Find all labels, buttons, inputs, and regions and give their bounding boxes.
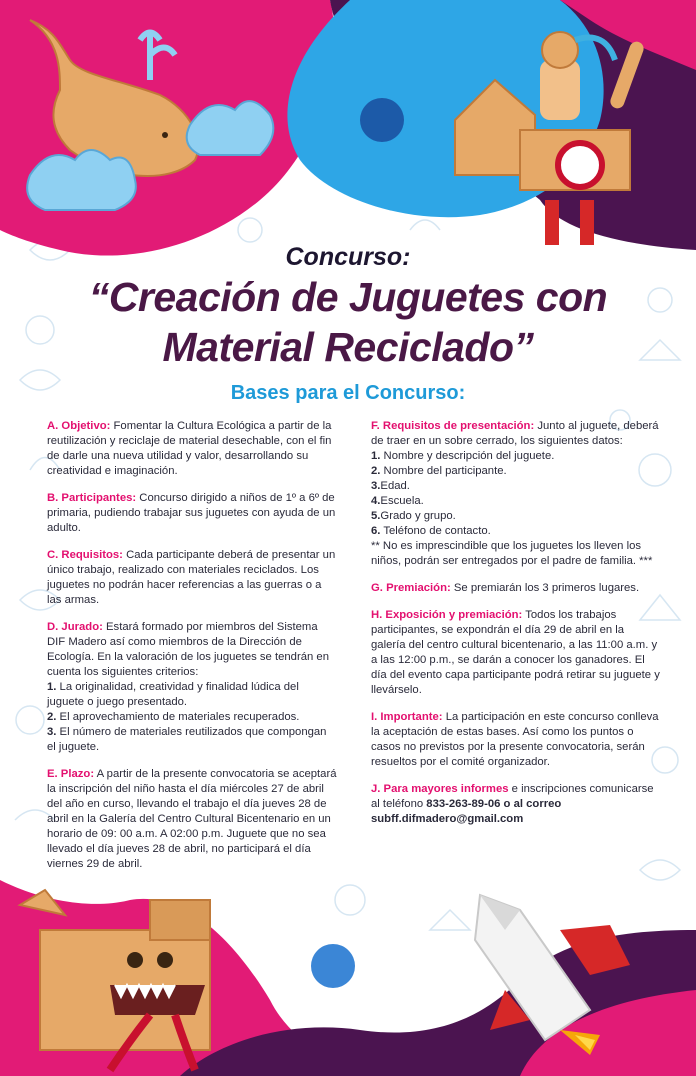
note-text: ** No es imprescindible que los juguetes los lleven los niños, podrán ser entregados por el padre de familia. ***: [371, 540, 653, 567]
item-text: El aprovechamiento de materiales recuperados.: [56, 711, 300, 723]
blue-dot-top: [360, 98, 404, 142]
section-objetivo: [47, 419, 337, 479]
section-text: Estará formado por miembros del Sistema DIF Madero así como miembros de la Dirección de Ecología. En la valoración de los juguetes se tendrán en cuenta los siguientes criterios:: [47, 621, 329, 678]
right-column: [371, 419, 661, 839]
section-text: La participación en este concurso conlleva la aceptación de estas bases. Así como los puntos o casos no previstos por la presente convocatoria, serán resueltos por el comité organizador.: [371, 711, 659, 768]
section-text: Cada participante deberá de presentar un único trabajo, realizado con materiales reciclados. Los juguetes no podrán hacer referencias a las guerras o a las armas.: [47, 549, 336, 606]
list-item: [47, 710, 337, 725]
list-item: [47, 680, 337, 710]
item-text: Escuela.: [380, 495, 424, 507]
section-text: Todos los trabajos participantes, se expondrán el día 29 de abril en la galería del centro cultural bicentenario, a las 11:00 a.m. y a las 12:00 p.m., se darán a conocer los ganadores. El día del evento capa participante podrá retirar su juguete y llevárselo.: [371, 609, 660, 696]
section-text: A partir de la presente convocatoria se aceptará la inscripción del niño hasta el día miércoles 27 de abril del año en curso, llevando el trabajo el día jueves 28 de abril en la Galería del Centro Cultural Bicentenario en un horario de 09: 00 a.m. A 02:00 p.m. Juguete que no sea llevado el día jueves 28 de abril, no participará el día viernes 29 de abril.: [47, 768, 337, 870]
list-item: [371, 494, 661, 509]
list-item: [371, 524, 661, 539]
section-requisitos-presentacion: [371, 419, 661, 569]
section-importante: [371, 710, 661, 770]
section-heading: C. Requisitos:: [47, 549, 123, 561]
page-title: [0, 272, 696, 372]
section-jurado: [47, 620, 337, 755]
item-number: 5.: [371, 510, 381, 522]
list-item: [371, 509, 661, 524]
title-line-1: “Creación de Juguetes con: [88, 274, 608, 320]
left-column: [47, 419, 337, 884]
item-number: 3.: [371, 480, 381, 492]
item-text: Teléfono de contacto.: [380, 525, 491, 537]
section-requisitos: [47, 548, 337, 608]
section-heading: I. Importante:: [371, 711, 443, 723]
section-exposicion: [371, 608, 661, 698]
section-text: Concurso dirigido a niños de 1º a 6º de primaria, pudiendo trabajar sus juguetes con ayuda de un adulto.: [47, 492, 336, 534]
section-informes: [371, 782, 661, 827]
concurso-label: Concurso:: [285, 243, 411, 271]
item-text: Nombre del participante.: [380, 465, 507, 477]
item-number: 2.: [47, 711, 57, 723]
item-text: Nombre y descripción del juguete.: [380, 450, 555, 462]
bases-heading: Bases para el Concurso:: [230, 382, 466, 404]
section-plazo: [47, 767, 337, 872]
section-premiacion: [371, 581, 661, 596]
item-text: Edad.: [380, 480, 410, 492]
item-text: Grado y grupo.: [380, 510, 456, 522]
email-address[interactable]: subff.difmadero@gmail.com: [371, 813, 524, 825]
section-text: Se premiarán los 3 primeros lugares.: [450, 582, 640, 594]
section-heading: J. Para mayores informes: [371, 783, 509, 795]
list-item: [371, 449, 661, 464]
list-item: [371, 479, 661, 494]
section-heading: H. Exposición y premiación:: [371, 609, 523, 621]
section-text: e inscripciones comunicarse al teléfono: [371, 783, 654, 810]
item-number: 1.: [371, 450, 381, 462]
item-number: 1.: [47, 681, 57, 693]
item-number: 6.: [371, 525, 381, 537]
section-heading: B. Participantes:: [47, 492, 137, 504]
item-number: 4.: [371, 495, 381, 507]
section-text: Junto al juguete, deberá de traer en un sobre cerrado, los siguientes datos:: [371, 420, 659, 447]
section-heading: E. Plazo:: [47, 768, 95, 780]
blue-dot-bottom: [311, 944, 355, 988]
section-heading: F. Requisitos de presentación:: [371, 420, 535, 432]
section-text: Fomentar la Cultura Ecológica a partir de la reutilización y reciclaje de material desechable, con el fin de darle una nueva utilidad y valor, desarrollando su creatividad e imaginación.: [47, 420, 332, 477]
item-number: 3.: [47, 726, 57, 738]
item-number: 2.: [371, 465, 381, 477]
section-heading: D. Jurado:: [47, 621, 103, 633]
title-line-2: Material Reciclado”: [162, 324, 534, 370]
item-text: La originalidad, creatividad y finalidad lúdica del juguete o juego presentado.: [47, 681, 299, 708]
item-text: El número de materiales reutilizados que compongan el juguete.: [47, 726, 327, 753]
section-participantes: [47, 491, 337, 536]
list-item: [371, 464, 661, 479]
phone-number: 833-263-89-06 o al correo: [426, 798, 562, 810]
section-heading: A. Objetivo:: [47, 420, 111, 432]
section-heading: G. Premiación:: [371, 582, 451, 594]
list-item: [47, 725, 337, 755]
